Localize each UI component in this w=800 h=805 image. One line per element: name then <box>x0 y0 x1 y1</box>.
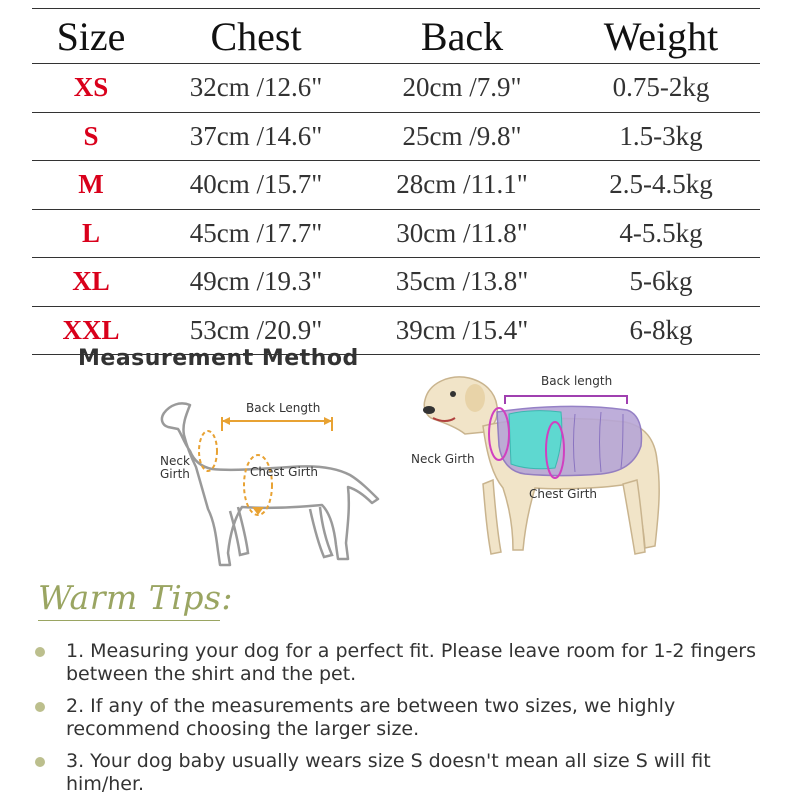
chest-girth-label: Chest Girth <box>250 465 319 479</box>
neck-girth-label: Neck Girth <box>160 454 190 481</box>
back-value: 39cm /15.4" <box>395 314 529 345</box>
table-row <box>32 161 760 210</box>
size-label: S <box>83 120 99 151</box>
size-label: XXL <box>62 314 120 345</box>
weight-value: 6-8kg <box>629 314 693 345</box>
chest-value: 37cm /14.6" <box>189 120 323 151</box>
chest-value: 32cm /12.6" <box>189 72 323 103</box>
size-label: L <box>81 217 100 248</box>
weight-value: 2.5-4.5kg <box>609 169 713 200</box>
table-header-row <box>32 9 760 64</box>
weight-value: 4-5.5kg <box>619 217 703 248</box>
chest-value: 45cm /17.7" <box>189 217 323 248</box>
weight-value: 1.5-3kg <box>619 120 703 151</box>
tip-text: 2. If any of the measurements are between two sizes, we highly recommend choosing the larger size. <box>66 695 676 740</box>
size-label: XS <box>73 72 109 103</box>
dog-outline-icon <box>150 395 390 575</box>
back-length-label: Back length <box>541 374 613 388</box>
size-label: M <box>78 169 104 200</box>
measurement-diagram-outline <box>150 395 390 575</box>
weight-value: 5-6kg <box>629 266 693 297</box>
neck-girth-label: Neck Girth <box>411 452 475 466</box>
chest-girth-label: Chest Girth <box>529 487 598 501</box>
list-item <box>30 750 770 796</box>
tip-text: 1. Measuring your dog for a perfect fit. Please leave room for 1-2 fingers between the shirt and the pet. <box>66 640 757 685</box>
back-length-label: Back Length <box>246 401 321 415</box>
list-item <box>30 695 770 741</box>
back-value: 28cm /11.1" <box>396 169 528 200</box>
bullet-dot-icon <box>35 647 45 657</box>
chest-value: 49cm /19.3" <box>189 266 323 297</box>
list-item <box>30 640 770 686</box>
header-weight: Weight <box>603 13 719 59</box>
table-row <box>32 258 760 307</box>
table-row <box>32 210 760 259</box>
size-label: XL <box>72 266 110 297</box>
back-value: 20cm /7.9" <box>402 72 522 103</box>
size-chart-table <box>32 8 760 355</box>
warm-tips-underline <box>38 620 220 621</box>
tip-text: 3. Your dog baby usually wears size S doesn't mean all size S will fit him/her. <box>66 750 711 795</box>
chest-value: 53cm /20.9" <box>189 314 323 345</box>
weight-value: 0.75-2kg <box>612 72 710 103</box>
measurement-method-title: Measurement Method <box>78 346 359 371</box>
table-row <box>32 64 760 113</box>
header-size: Size <box>56 13 126 59</box>
warm-tips-title: Warm Tips: <box>38 578 234 617</box>
warm-tips-list <box>30 640 770 805</box>
bullet-dot-icon <box>35 757 45 767</box>
measurement-diagram-coat <box>405 360 680 570</box>
header-back: Back <box>420 13 504 59</box>
back-value: 30cm /11.8" <box>396 217 528 248</box>
back-value: 25cm /9.8" <box>402 120 522 151</box>
back-value: 35cm /13.8" <box>395 266 529 297</box>
chest-value: 40cm /15.7" <box>189 169 323 200</box>
table-row <box>32 113 760 162</box>
header-chest: Chest <box>210 13 302 59</box>
bullet-dot-icon <box>35 702 45 712</box>
